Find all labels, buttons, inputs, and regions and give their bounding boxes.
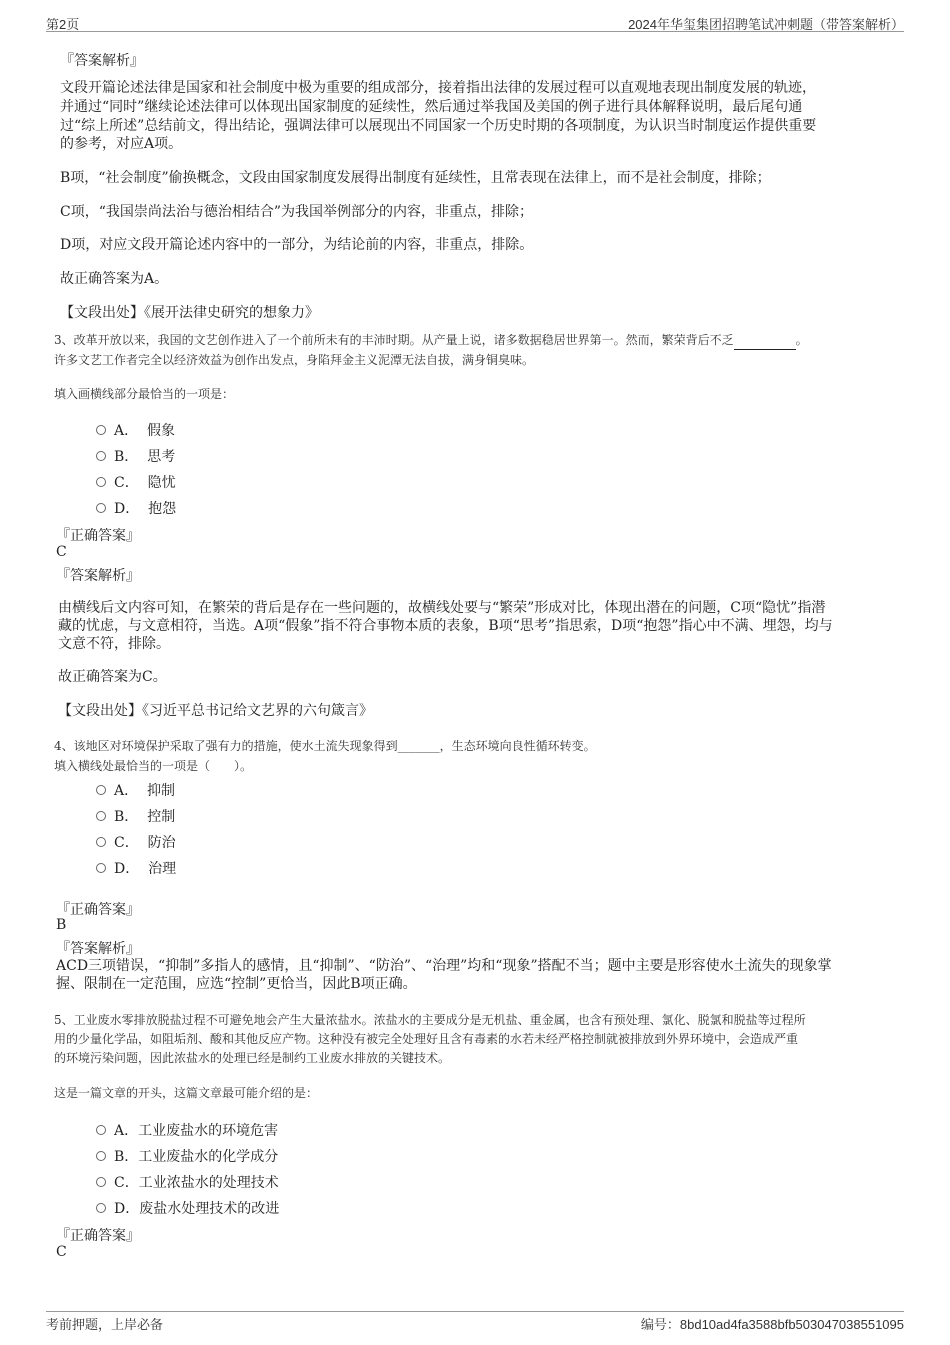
option-d[interactable]: [96, 858, 176, 878]
option-letter: B．: [114, 1149, 139, 1165]
option-text: 隐忧: [147, 475, 176, 491]
option-c[interactable]: [96, 1172, 279, 1192]
question-5-stem: 的环境污染问题，因此浓盐水的处理已经是制约工业废水排放的关键技术。: [54, 1051, 451, 1065]
analysis-line: 的参考，对应A项。: [60, 136, 183, 152]
radio-icon[interactable]: [96, 1177, 106, 1187]
option-text: 工业浓盐水的处理技术: [138, 1175, 279, 1191]
radio-icon[interactable]: [96, 837, 106, 847]
question-3-stem: [54, 330, 808, 350]
analysis-line: 并通过“同时”继续论述法律可以体现出国家制度的延续性，然后通过举我国及美国的例子进行具体解释说明，最后尾句通: [60, 99, 803, 115]
question-3-prompt: 填入画横线部分最恰当的一项是：: [54, 387, 235, 401]
question-4-prompt: 填入横线处最恰当的一项是（ ）。: [54, 759, 253, 773]
option-letter: D．: [114, 501, 140, 517]
analysis-line: ACD三项错误，“抑制”多指人的感情，且“抑制”、“防治”、“治理”均和“现象”搭配不当；题中主要是形容使水土流失的现象掌: [56, 958, 832, 974]
option-letter: C．: [114, 1175, 139, 1191]
option-letter: B．: [114, 449, 139, 465]
option-c[interactable]: [96, 472, 176, 492]
option-letter: C．: [114, 835, 139, 851]
document-id: 编号：8bd10ad4fa3588bfb503047038551095: [640, 1317, 904, 1332]
source: 【文段出处】《习近平总书记给文艺界的六句箴言》: [58, 703, 373, 719]
option-a[interactable]: [96, 780, 175, 800]
analysis-line: 由横线后文内容可知，在繁荣的背后是存在一些问题的，故横线处要与“繁荣”形成对比，体现出潜在的问题，C项“隐忧”指潜: [58, 600, 826, 616]
conclusion: 故正确答案为A。: [60, 271, 169, 287]
conclusion: 故正确答案为C。: [58, 669, 167, 685]
question-3-text: 3、改革开放以来，我国的文艺创作进入了一个前所未有的丰沛时期。从产量上说，诸多数据稳居世界第一。然而，繁荣背后不乏: [54, 333, 734, 347]
option-text: 思考: [147, 449, 176, 465]
question-5-prompt: 这是一篇文章的开头，这篇文章最可能介绍的是：: [54, 1086, 319, 1100]
question-3-blank: [734, 337, 796, 350]
analysis-option-c: C项，“我国崇尚法治与德治相结合”为我国举例部分的内容，非重点，排除；: [60, 204, 534, 220]
option-text: 废盐水处理技术的改进: [139, 1201, 280, 1217]
analysis-line: 藏的忧虑，与文意相符，当选。A项“假象”指不符合事物本质的表象，B项“思考”指思索，D项“抱怨”指心中不满、埋怨，均与: [58, 618, 833, 634]
option-d[interactable]: [96, 1198, 279, 1218]
analysis-option-b: B项，“社会制度”偷换概念，文段由国家制度发展得出制度有延续性，且常表现在法律上，而不是社会制度，排除；: [60, 170, 771, 186]
question-5-stem: 用的少量化学品，如阻垢剂、酸和其他反应产物。这种没有被完全处理好且含有毒素的水若未经严格控制就被排放到外界环境中，会造成严重: [54, 1032, 799, 1046]
question-3-stem-line2: 许多文艺工作者完全以经济效益为创作出发点，身陷拜金主义泥潭无法自拔，满身铜臭味。: [54, 353, 535, 367]
correct-answer-label: 『正确答案』: [56, 902, 140, 918]
radio-icon[interactable]: [96, 785, 106, 795]
question-4-stem: 4、该地区对环境保护采取了强有力的措施，使水土流失现象得到_______，生态环境向良性循环转变。: [54, 739, 596, 753]
analysis-option-d: D项，对应文段开篇论述内容中的一部分，为结论前的内容，非重点，排除。: [60, 237, 534, 253]
analysis-label: 『答案解析』: [56, 941, 140, 957]
header-divider: [46, 31, 904, 32]
option-text: 工业废盐水的环境危害: [138, 1123, 279, 1139]
radio-icon[interactable]: [96, 811, 106, 821]
option-letter: B．: [114, 809, 139, 825]
analysis-line: 过“综上所述”总结前文，得出结论，强调法律可以展现出不同国家一个历史时期的各项制度，为认识当时制度运作提供重要: [60, 118, 817, 134]
option-a[interactable]: [96, 420, 175, 440]
correct-answer-label: 『正确答案』: [56, 528, 140, 544]
correct-answer: C: [56, 1244, 67, 1260]
radio-icon[interactable]: [96, 1151, 106, 1161]
analysis-label: 『答案解析』: [60, 53, 144, 69]
document-title: 2024年华玺集团招聘笔试冲刺题（带答案解析）: [628, 17, 904, 32]
radio-icon[interactable]: [96, 503, 106, 513]
option-text: 假象: [147, 423, 176, 439]
correct-answer: B: [56, 917, 67, 933]
option-d[interactable]: [96, 498, 176, 518]
option-letter: A．: [114, 783, 139, 799]
radio-icon[interactable]: [96, 1125, 106, 1135]
option-b[interactable]: [96, 446, 175, 466]
source: 【文段出处】《展开法律史研究的想象力》: [60, 305, 319, 321]
option-letter: A．: [114, 423, 139, 439]
question-5-stem: 5、工业废水零排放脱盐过程不可避免地会产生大量浓盐水。浓盐水的主要成分是无机盐、重金属，也含有预处理、氯化、脱氯和脱盐等过程所: [54, 1013, 806, 1027]
option-text: 控制: [147, 809, 176, 825]
option-text: 工业废盐水的化学成分: [138, 1149, 279, 1165]
analysis-line: 文意不符，排除。: [58, 636, 170, 652]
analysis-line: 文段开篇论述法律是国家和社会制度中极为重要的组成部分，接着指出法律的发展过程可以直观地表现出制度发展的轨迹，: [60, 80, 816, 96]
option-letter: D．: [114, 1201, 140, 1217]
analysis-label: 『答案解析』: [56, 568, 140, 584]
question-3-text-end: 。: [795, 333, 808, 347]
radio-icon[interactable]: [96, 477, 106, 487]
option-text: 治理: [148, 861, 177, 877]
option-text: 抱怨: [148, 501, 177, 517]
footer-slogan: 考前押题，上岸必备: [46, 1318, 164, 1333]
radio-icon[interactable]: [96, 863, 106, 873]
footer-divider: [46, 1311, 904, 1312]
page-number: 第2页: [46, 17, 80, 32]
radio-icon[interactable]: [96, 1203, 106, 1213]
correct-answer-label: 『正确答案』: [56, 1228, 140, 1244]
option-letter: C．: [114, 475, 139, 491]
option-b[interactable]: [96, 806, 175, 826]
option-b[interactable]: [96, 1146, 278, 1166]
radio-icon[interactable]: [96, 451, 106, 461]
correct-answer: C: [56, 544, 67, 560]
option-c[interactable]: [96, 832, 176, 852]
option-letter: D．: [114, 861, 140, 877]
radio-icon[interactable]: [96, 425, 106, 435]
option-a[interactable]: [96, 1120, 278, 1140]
option-text: 抑制: [147, 783, 176, 799]
option-text: 防治: [147, 835, 176, 851]
analysis-line: 握、限制在一定范围，应选“控制”更恰当，因此B项正确。: [56, 976, 417, 992]
option-letter: A．: [114, 1123, 139, 1139]
